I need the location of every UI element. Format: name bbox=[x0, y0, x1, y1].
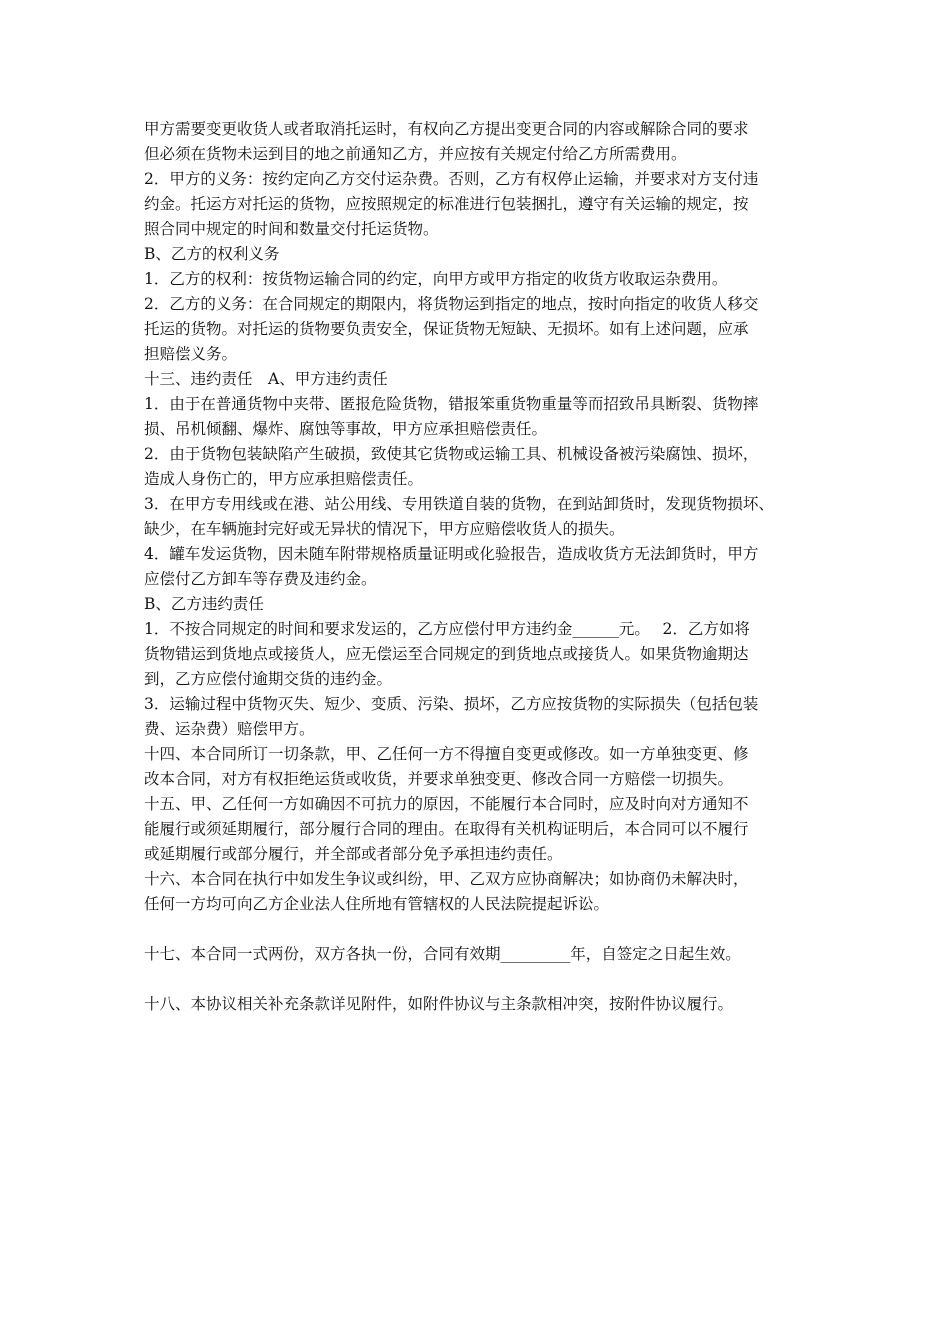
text-line: 但必须在货物未运到目的地之前通知乙方，并应按有关规定付给乙方所需费用。 bbox=[144, 145, 687, 163]
text-line: 任何一方均可向乙方企业法人住所地有管辖权的人民法院提起诉讼。 bbox=[144, 895, 610, 913]
text-line: 2．乙方的义务：在合同规定的期限内，将货物运到指定的地点，按时向指定的收货人移交 bbox=[144, 295, 759, 313]
text-line: 2．甲方的义务：按约定向乙方交付运杂费。否则，乙方有权停止运输，并要求对方支付违 bbox=[144, 170, 759, 188]
section-heading: 十三、违约责任 A、甲方违约责任 bbox=[144, 370, 388, 388]
text-line: 3．在甲方专用线或在港、站公用线、专用铁道自装的货物，在到站卸货时，发现货物损坏、 bbox=[144, 495, 774, 513]
text-line: 应偿付乙方卸车等存费及违约金。 bbox=[144, 570, 377, 588]
text-line: 1．由于在普通货物中夹带、匿报危险货物，错报笨重货物重量等而招致吊具断裂、货物摔 bbox=[144, 395, 759, 413]
blank-line bbox=[144, 967, 808, 992]
text-line: 十七、本合同一式两份，双方各执一份，合同有效期_________年，自签定之日起生效。 bbox=[144, 945, 741, 963]
text-line: 改本合同，对方有权拒绝运货或收货，并要求单独变更、修改合同一方赔偿一切损失。 bbox=[144, 770, 734, 788]
text-line: 费、运杂费）赔偿甲方。 bbox=[144, 720, 315, 738]
text-line: 十五、甲、乙任何一方如确因不可抗力的原因，不能履行本合同时，应及时向对方通知不 bbox=[144, 795, 749, 813]
text-line: 甲方需要变更收货人或者取消托运时，有权向乙方提出变更合同的内容或解除合同的要求 bbox=[144, 120, 749, 138]
text-line: 造成人身伤亡的，甲方应承担赔偿责任。 bbox=[144, 470, 424, 488]
blank-line bbox=[144, 917, 808, 942]
text-line: 十八、本协议相关补充条款详见附件，如附件协议与主条款相冲突，按附件协议履行。 bbox=[144, 995, 734, 1013]
text-line: 能履行或须延期履行，部分履行合同的理由。在取得有关机构证明后，本合同可以不履行 bbox=[144, 820, 749, 838]
text-line: 十六、本合同在执行中如发生争议或纠纷，甲、乙双方应协商解决；如协商仍未解决时， bbox=[144, 870, 749, 888]
text-line: 缺少，在车辆施封完好或无异状的情况下，甲方应赔偿收货人的损失。 bbox=[144, 520, 625, 538]
text-line: 十四、本合同所订一切条款，甲、乙任何一方不得擅自变更或修改。如一方单独变更、修 bbox=[144, 745, 749, 763]
text-line: 或延期履行或部分履行，并全部或者部分免予承担违约责任。 bbox=[144, 845, 563, 863]
text-line: 3．运输过程中货物灭失、短少、变质、污染、损坏，乙方应按货物的实际损失（包括包装 bbox=[144, 695, 759, 713]
text-line: 2．由于货物包装缺陷产生破损，致使其它货物或运输工具、机械设备被污染腐蚀、损坏， bbox=[144, 445, 759, 463]
section-heading: B、乙方的权利义务 bbox=[144, 245, 280, 263]
text-line: 照合同中规定的时间和数量交付托运货物。 bbox=[144, 220, 439, 238]
text-line: 货物错运到货地点或接货人，应无偿运至合同规定的到货地点或接货人。如果货物逾期达 bbox=[144, 645, 749, 663]
text-line: 4．罐车发运货物，因未随车附带规格质量证明或化验报告，造成收货方无法卸货时，甲方 bbox=[144, 545, 759, 563]
contract-body bbox=[144, 117, 808, 1017]
section-heading: B、乙方违约责任 bbox=[144, 595, 264, 613]
text-line: 担赔偿义务。 bbox=[144, 345, 238, 363]
text-line: 1．不按合同规定的时间和要求发运的，乙方应偿付甲方违约金______元。 2．乙方如将 bbox=[144, 620, 750, 638]
text-line: 到，乙方应偿付逾期交货的违约金。 bbox=[144, 670, 393, 688]
text-line: 托运的货物。对托运的货物要负责安全，保证货物无短缺、无损坏。如有上述问题，应承 bbox=[144, 320, 749, 338]
text-line: 1．乙方的权利：按货物运输合同的约定，向甲方或甲方指定的收货方收取运杂费用。 bbox=[144, 270, 728, 288]
text-line: 约金。托运方对托运的货物，应按照规定的标准进行包装捆扎，遵守有关运输的规定，按 bbox=[144, 195, 749, 213]
text-line: 损、吊机倾翻、爆炸、腐蚀等事故，甲方应承担赔偿责任。 bbox=[144, 420, 548, 438]
